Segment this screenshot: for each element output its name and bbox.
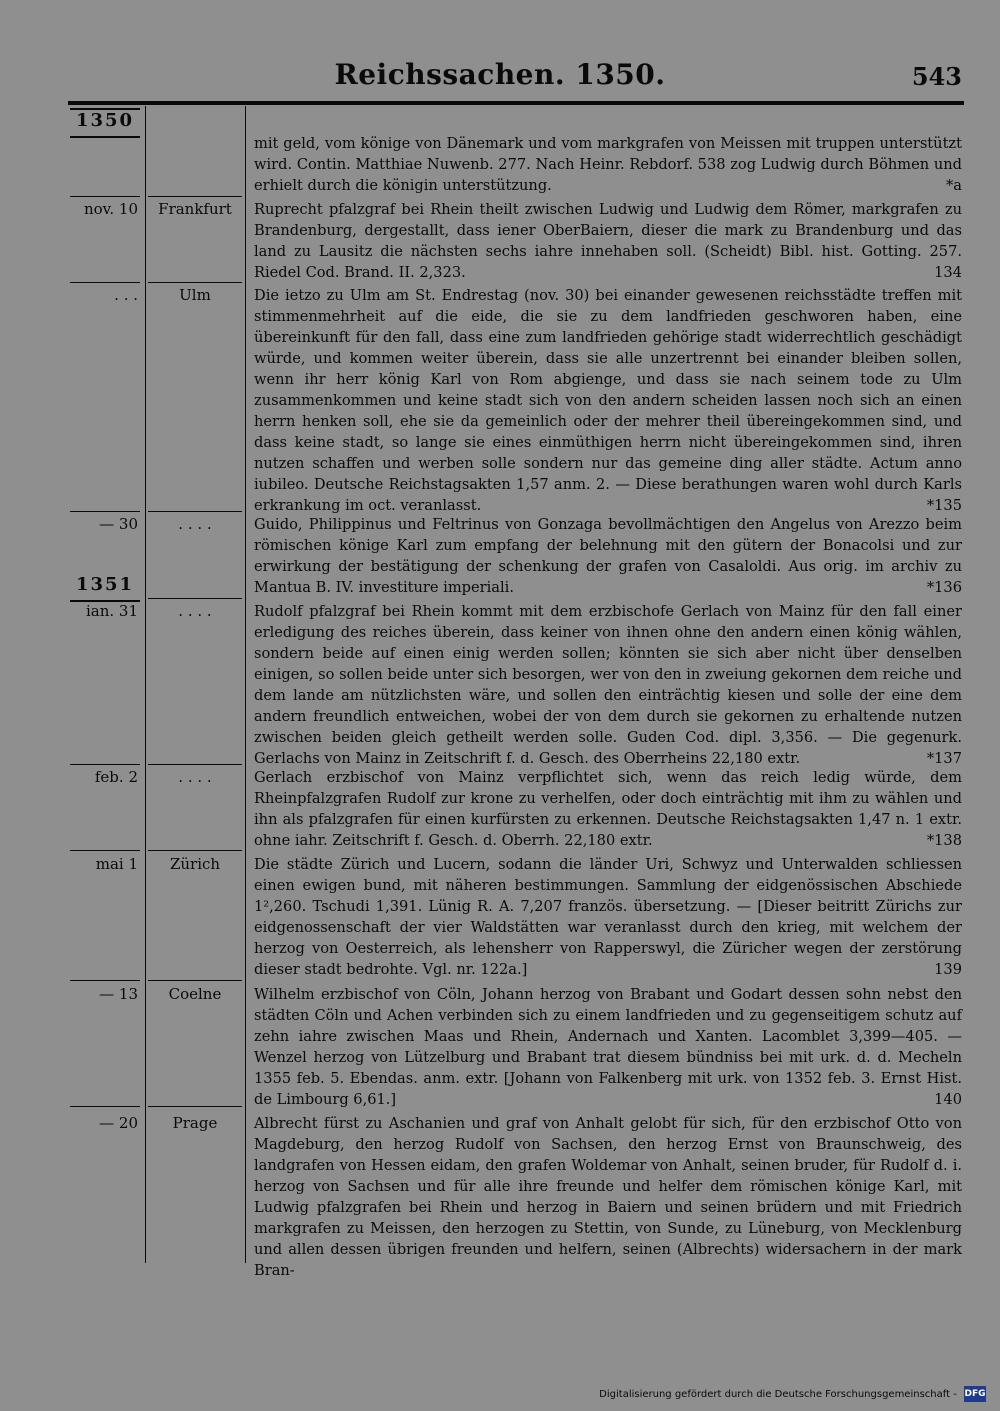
entry-text	[254, 854, 962, 980]
entry-date: — 20	[99, 1114, 138, 1132]
entry-number: *a	[946, 177, 962, 194]
entry-number: 139	[934, 961, 962, 978]
entry-text	[254, 984, 962, 1110]
entry-place: . . . .	[178, 602, 212, 620]
entry-separator	[148, 511, 242, 512]
entry-separator	[70, 850, 140, 851]
year-label-1350: 1350	[70, 108, 140, 138]
entry-body: Rudolf pfalzgraf bei Rhein kommt mit dem erzbischofe Gerlach von Mainz für den fall einer erledigung des reiches überein, dass keiner von ihnen ohne den andern einen könig wählen, sondern beide auf einen einig werden sollen; könnten sie sich aber nicht über denselben einigen, so sollen beide unter sich besorgen, wer von den in zweiung gekornen dem reiche und dem lande am nützlichsten wäre, und sollen den einträchtig kiesen und solle der eine dem andern freundlich entweichen, wobei der von dem durch sie gekornen zu erhaltende nutzen zwischen beiden gleich getheilt werden solle. Guden Cod. dipl. 3,356. — Die gegenurk. Gerlachs von Mainz in Zeitschrift f. d. Gesch. des Oberrheins 22,180 extr.	[254, 603, 962, 767]
entry-place: Frankfurt	[158, 200, 232, 218]
digitization-credit	[586, 1385, 986, 1405]
entry-number: 134	[934, 264, 962, 281]
entry-text	[254, 767, 962, 851]
entry-number: *138	[926, 832, 962, 849]
entry-text	[254, 514, 962, 598]
entry-place: . . . .	[178, 768, 212, 786]
column-rule-date	[145, 106, 146, 1263]
entry-text	[254, 133, 962, 196]
entry-date: feb. 2	[94, 768, 138, 786]
entry-text	[254, 1113, 962, 1281]
entry-text	[254, 601, 962, 769]
entry-place: Zürich	[169, 855, 221, 873]
column-rule-place	[245, 106, 246, 1263]
entry-place: . . . .	[178, 515, 212, 533]
entry-body: Guido, Philippinus und Feltrinus von Gonzaga bevollmächtigen den Angelus von Arezzo beim römischen könige Karl zum empfang der belehnung mit den gütern der Bonacolsi und zur erwirkung der bestätigung der schenkung der grafen von Casaloldi. Aus orig. im archiv zu Mantua B. IV. investiture imperiali.	[254, 516, 962, 596]
entry-text	[254, 199, 962, 283]
entry-separator	[70, 980, 140, 981]
entry-separator	[148, 598, 242, 599]
entry-number: *136	[926, 579, 962, 596]
footer-text: Digitalisierung gefördert durch die Deutsche Forschungsgemeinschaft -	[599, 1389, 957, 1400]
entry-body: Wilhelm erzbischof von Cöln, Johann herzog von Brabant und Godart dessen sohn nebst den städten Cöln und Achen verbinden sich zu einem landfrieden und zu gegenseitigem schutz auf zehn iahre zwischen Maas und Rhein, Andernach und Xanten. Lacomblet 3,399—405. — Wenzel herzog von Lützelburg und Brabant trat diesem bündniss bei mit urk. d. d. Mecheln 1355 feb. 5. Ebendas. anm. extr. [Johann von Falkenberg mit urk. von 1352 feb. 3. Ernst Hist. de Limbourg 6,61.]	[254, 986, 962, 1108]
entry-date: ian. 31	[85, 602, 138, 620]
entry-separator	[70, 196, 140, 197]
entry-date: nov. 10	[83, 200, 138, 218]
entry-text	[254, 285, 962, 516]
page-title: Reichssachen. 1350.	[334, 58, 666, 91]
year-label-1351: 1351	[70, 574, 140, 602]
entry-place: Prage	[172, 1114, 218, 1132]
entry-date: — 30	[99, 515, 138, 533]
entry-date: — 13	[99, 985, 138, 1003]
entry-body: Die städte Zürich und Lucern, sodann die länder Uri, Schwyz und Unterwalden schliessen einen ewigen bund, mit näheren bestimmungen. Sammlung der eidgenössischen Abschiede 1²,260. Tschudi 1,391. Lünig R. A. 7,207 französ. übersetzung. — [Dieser beitritt Zürichs zur eidgenossenschaft der vier Waldstätten war veranlasst durch den krieg, mit welchem der herzog von Oesterreich, als lehensherr von Rapperswyl, die Züricher wegen der zerstörung dieser stadt bedrohte. Vgl. nr. 122a.]	[254, 856, 962, 978]
entry-place: Coelne	[168, 985, 222, 1003]
header-rule	[68, 101, 964, 105]
entry-separator	[148, 850, 242, 851]
entry-date: mai 1	[95, 855, 138, 873]
entry-separator	[70, 764, 140, 765]
entry-separator	[148, 282, 242, 283]
entry-body: mit geld, vom könige von Dänemark und vom markgrafen von Meissen mit truppen unterstützt wird. Contin. Matthiae Nuwenb. 277. Nach Heinr. Rebdorf. 538 zog Ludwig durch Böhmen und erhielt durch die königin unterstützung.	[254, 135, 962, 194]
entry-body: Albrecht fürst zu Aschanien und graf von Anhalt gelobt für sich, für den erzbischof Otto von Magdeburg, den herzog Rudolf von Sachsen, den herzog Ernst von Braunschweig, des landgrafen von Hessen eidam, den grafen Woldemar von Anhalt, seinen bruder, für Rudolf d. i. herzog von Sachsen und für alle ihre freunde und helfer dem römischen könige Karl, mit Ludwig pfalzgrafen bei Rhein und herzog in Baiern und seinen brüdern und mit Friedrich markgrafen zu Meissen, den herzogen zu Stettin, von Sunde, zu Lüneburg, von Mecklenburg und allen dessen übrigen freunden und helfern, seinen (Albrechts) widersachern in der mark Bran-	[254, 1115, 962, 1279]
entry-body: Die ietzo zu Ulm am St. Endrestag (nov. 30) bei einander gewesenen reichsstädte treffen mit stimmenmehrheit auf die eide, die sie zu dem landfrieden geschworen haben, eine übereinkunft für den fall, dass eine zum landfrieden gehörige stadt widerrechtlich geschädigt würde, und kommen weiter überein, dass sie alle unzertrennt bei einander bleiben sollen, wenn ihr herr könig Karl von Rom abgienge, und dass sie nach seinem tode zu Ulm zusammenkommen und keine stadt sich von den andern scheiden lassen noch sich an einen herrn henken soll, ehe sie da gemeinlich oder der mehrer theil übereingekommen sind, und dass keine stadt, so lange sie eines einmüthigen herrn nicht übereingekommen sind, ihren nutzen schaffen und werben solle sondern nur das gemeine ding aller städte. Actum anno iubileo. Deutsche Reichstagsakten 1,57 anm. 2. — Diese berathungen waren wohl durch Karls erkrankung im oct. veranlasst.	[254, 287, 962, 514]
entry-body: Ruprecht pfalzgraf bei Rhein theilt zwischen Ludwig und Ludwig dem Römer, markgrafen zu Brandenburg, dergestallt, dass iener OberBaiern, dieser die mark zu Brandenburg und das land zu Lausitz die nächsten sechs iahre innehaben soll. (Scheidt) Bibl. hist. Gotting. 257. Riedel Cod. Brand. II. 2,323.	[254, 201, 962, 281]
entry-separator	[148, 764, 242, 765]
entry-place: Ulm	[179, 286, 211, 304]
entry-body: Gerlach erzbischof von Mainz verpflichtet sich, wenn das reich ledig würde, dem Rheinpfalzgrafen Rudolf zur krone zu verhelfen, oder doch einträchtig mit ihm zu wählen und ihn als pfalzgrafen für einen kurfürsten zu erkennen. Deutsche Reichstagsakten 1,47 n. 1 extr. ohne iahr. Zeitschrift f. Gesch. d. Oberrh. 22,180 extr.	[254, 769, 962, 849]
entry-number: 140	[934, 1091, 962, 1108]
page-number: 543	[911, 62, 962, 91]
entry-number: *137	[926, 750, 962, 767]
entry-separator	[148, 980, 242, 981]
entry-separator	[148, 196, 242, 197]
entry-separator	[70, 1106, 140, 1107]
entry-number: *135	[926, 497, 962, 514]
dfg-logo: DFG	[964, 1386, 986, 1402]
entry-separator	[70, 282, 140, 283]
entry-separator	[70, 511, 140, 512]
entry-separator	[148, 1106, 242, 1107]
entry-date: . . .	[114, 286, 138, 304]
